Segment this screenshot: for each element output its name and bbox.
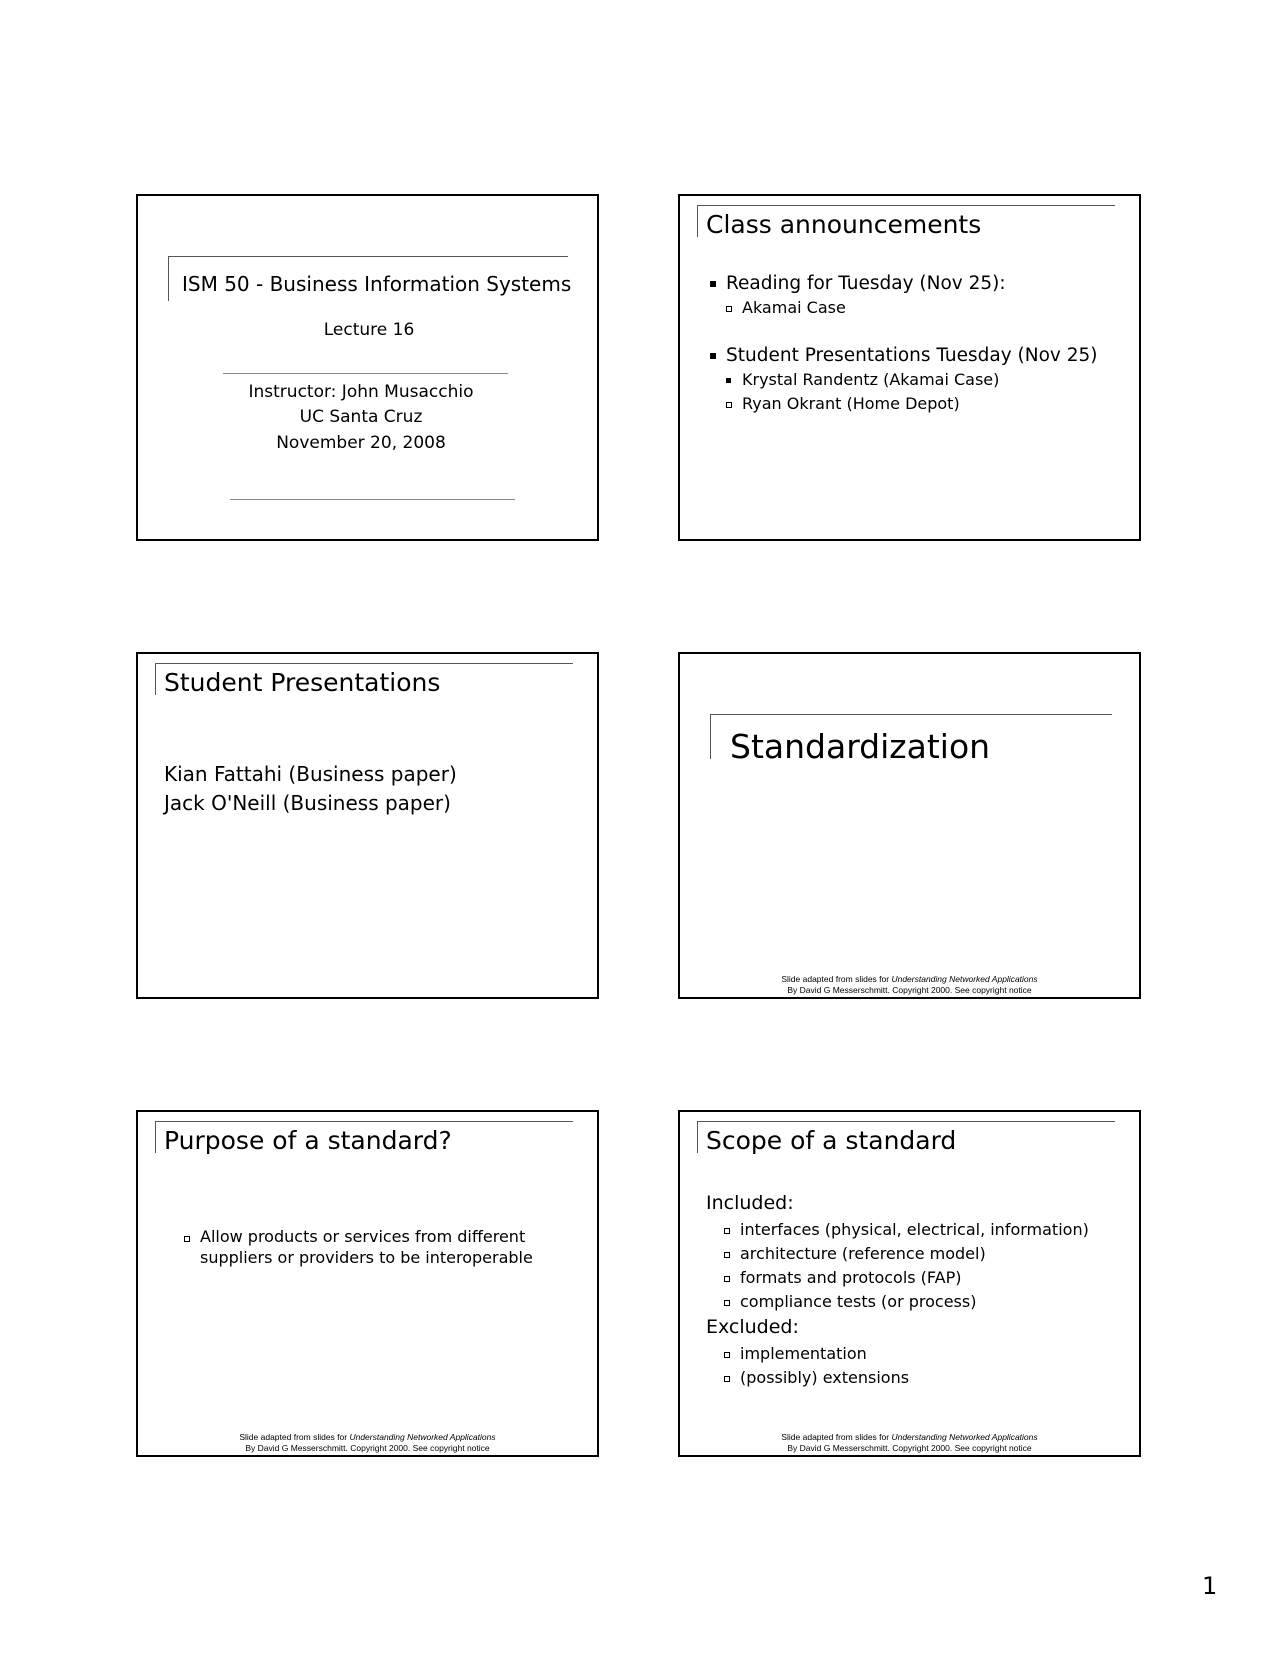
footnote-book: Understanding Networked Applications bbox=[891, 974, 1038, 984]
list-item: Allow products or services from different bbox=[184, 1226, 533, 1247]
slide-title: Student Presentations bbox=[164, 668, 441, 697]
list-item: Ryan Okrant (Home Depot) bbox=[726, 392, 1098, 416]
presenter-line: Jack O'Neill (Business paper) bbox=[164, 791, 451, 815]
footnote-copyright: By David G Messerschmitt. Copyright 2000. See copyright notice bbox=[787, 1443, 1032, 1453]
title-rule bbox=[155, 663, 573, 664]
slide-3 bbox=[136, 652, 599, 999]
footnote-book: Understanding Networked Applications bbox=[349, 1432, 496, 1442]
list-item: formats and protocols (FAP) bbox=[724, 1266, 1089, 1290]
list-item: architecture (reference model) bbox=[724, 1242, 1089, 1266]
slide-title: Class announcements bbox=[706, 210, 982, 239]
list-item: Krystal Randentz (Akamai Case) bbox=[726, 368, 1098, 392]
list-item: Student Presentations Tuesday (Nov 25) bbox=[710, 344, 1098, 368]
footnote-prefix: Slide adapted from slides for bbox=[239, 1432, 348, 1442]
purpose-list bbox=[184, 1226, 533, 1268]
slide-footnote bbox=[138, 1432, 597, 1454]
slide-2 bbox=[678, 194, 1141, 541]
institution: UC Santa Cruz bbox=[299, 407, 423, 427]
page-number: 1 bbox=[1202, 1572, 1218, 1600]
slide-5 bbox=[136, 1110, 599, 1457]
slide-6 bbox=[678, 1110, 1141, 1457]
slide-footnote bbox=[680, 1432, 1139, 1454]
list-item: interfaces (physical, electrical, information) bbox=[724, 1218, 1089, 1242]
footnote-copyright: By David G Messerschmitt. Copyright 2000. See copyright notice bbox=[787, 985, 1032, 995]
title-tick bbox=[697, 1121, 698, 1153]
title-tick bbox=[168, 256, 169, 301]
slide-title: Standardization bbox=[730, 727, 991, 766]
slide-4 bbox=[678, 652, 1141, 999]
list-item: (possibly) extensions bbox=[724, 1366, 909, 1390]
list-item: compliance tests (or process) bbox=[724, 1290, 1089, 1314]
title-tick bbox=[710, 714, 711, 759]
footnote-prefix: Slide adapted from slides for bbox=[781, 974, 890, 984]
list-item: Reading for Tuesday (Nov 25): bbox=[710, 272, 1098, 296]
title-rule bbox=[697, 1121, 1115, 1122]
lecture-label: Lecture 16 bbox=[323, 320, 415, 340]
footnote-copyright: By David G Messerschmitt. Copyright 2000. See copyright notice bbox=[245, 1443, 490, 1453]
title-rule bbox=[697, 205, 1115, 206]
slide-1 bbox=[136, 194, 599, 541]
included-heading: Included: bbox=[706, 1192, 794, 1214]
footnote-book: Understanding Networked Applications bbox=[891, 1432, 1038, 1442]
footnote-prefix: Slide adapted from slides for bbox=[781, 1432, 890, 1442]
presenter-line: Kian Fattahi (Business paper) bbox=[164, 762, 457, 786]
excluded-list bbox=[724, 1342, 909, 1390]
divider bbox=[223, 373, 508, 374]
slide-title: Purpose of a standard? bbox=[164, 1126, 452, 1155]
instructor-name: Instructor: John Musacchio bbox=[248, 382, 474, 402]
slide-title: ISM 50 - Business Information Systems bbox=[182, 272, 572, 296]
title-tick bbox=[697, 205, 698, 237]
list-item: Akamai Case bbox=[726, 296, 1098, 320]
spacer bbox=[710, 320, 1098, 344]
list-item-continuation: suppliers or providers to be interoperable bbox=[200, 1248, 533, 1267]
title-rule bbox=[168, 256, 568, 257]
title-tick bbox=[155, 663, 156, 695]
slide-title: Scope of a standard bbox=[706, 1126, 957, 1155]
included-list bbox=[724, 1218, 1089, 1314]
title-rule bbox=[155, 1121, 573, 1122]
slide-footnote bbox=[680, 974, 1139, 996]
excluded-heading: Excluded: bbox=[706, 1316, 799, 1338]
divider bbox=[230, 499, 515, 500]
lecture-date: November 20, 2008 bbox=[276, 433, 446, 453]
title-tick bbox=[155, 1121, 156, 1153]
title-rule bbox=[710, 714, 1112, 715]
announcement-list bbox=[710, 272, 1098, 416]
list-item: implementation bbox=[724, 1342, 909, 1366]
